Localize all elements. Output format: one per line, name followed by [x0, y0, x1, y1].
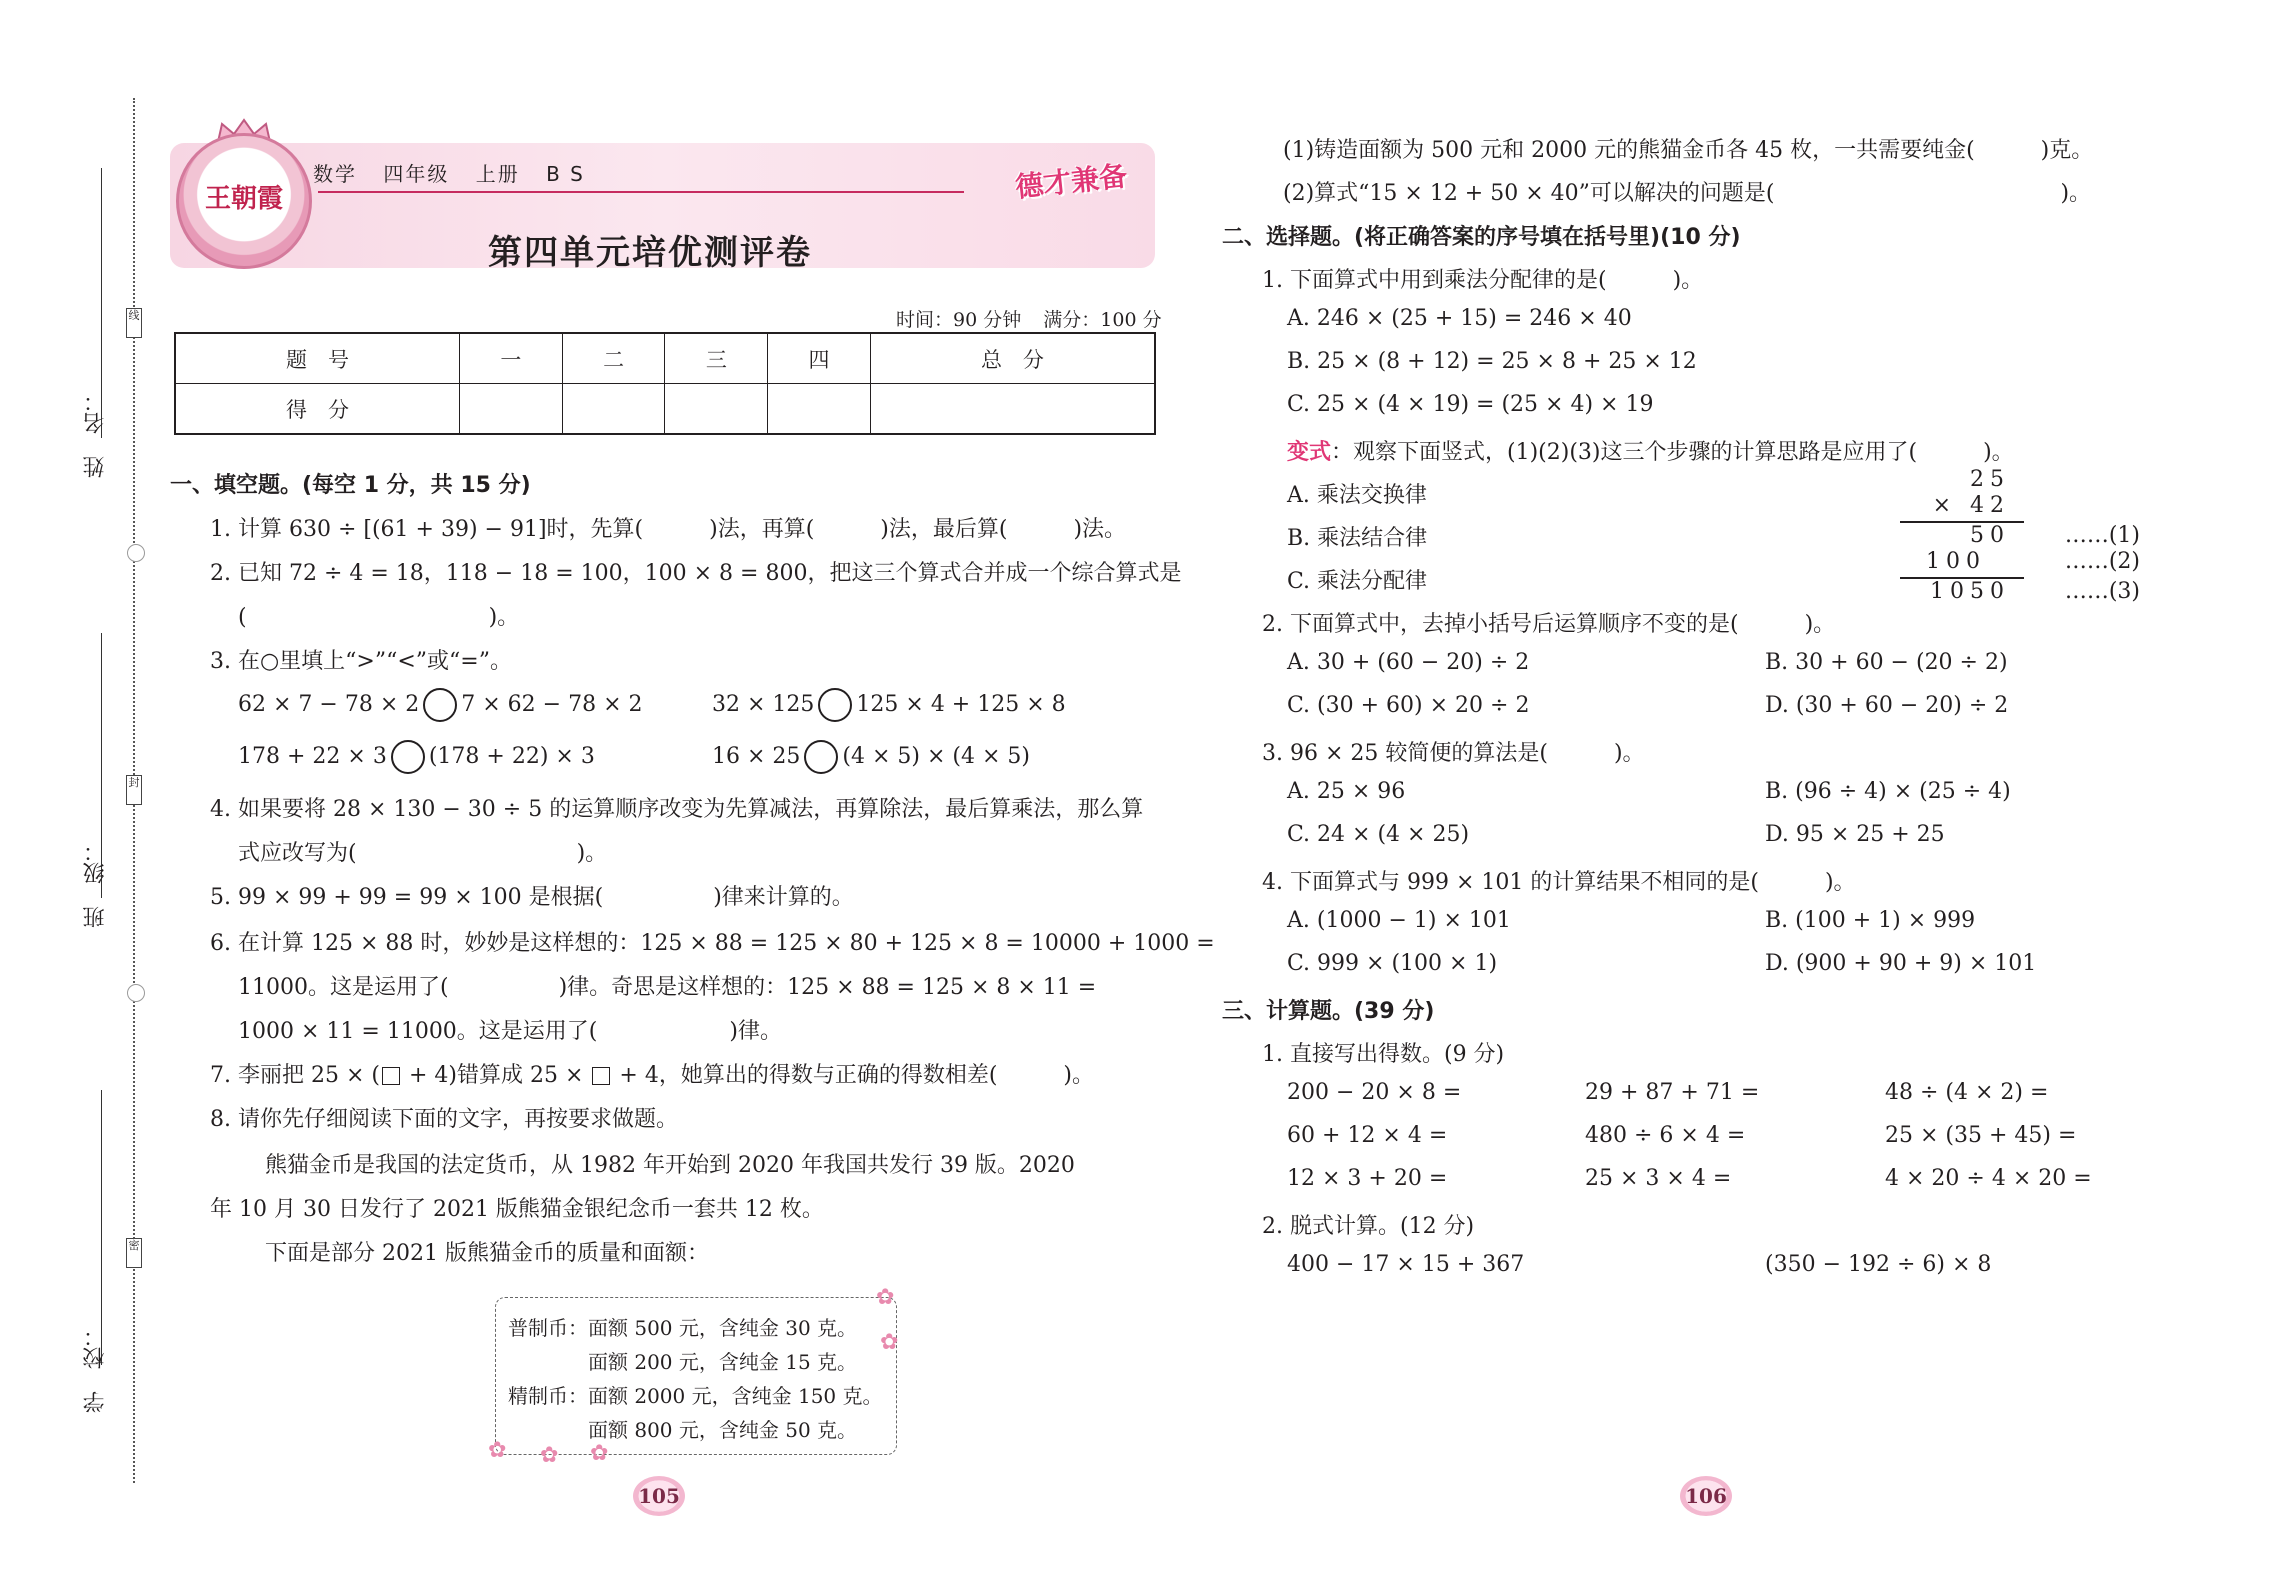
compare-circle[interactable]: [423, 688, 457, 722]
fill-q2-line2: ( )。: [238, 605, 520, 630]
oral-calc-item: 4 × 20 ÷ 4 × 20 =: [1885, 1166, 2092, 1191]
choice-q4-option: C. 999 × (100 × 1): [1287, 951, 1498, 976]
variant-question: 变式：观察下面竖式，(1)(2)(3)这三个步骤的计算思路是应用了( )。: [1287, 440, 2014, 465]
choice-q3: 3. 96 × 25 较简便的算法是( )。: [1262, 741, 1645, 766]
variant-option: C. 乘法分配律: [1287, 569, 1428, 594]
part3-heading: 三、计算题。(39 分): [1222, 999, 1435, 1024]
blank-box: [382, 1067, 400, 1085]
fill-q1: 1. 计算 630 ÷ [(61 + 39) − 91]时，先算( )法，再算( )法，最后算( )法。: [210, 517, 1127, 542]
score-header-cell: 题 号: [175, 333, 460, 384]
time-limit: 时间：90 分钟: [896, 309, 1022, 331]
vertical-calculation: [1900, 467, 2140, 607]
score-header-cell: 总 分: [870, 333, 1155, 384]
compare-item: 16 × 25 (4 × 5) × (4 × 5): [712, 740, 1030, 774]
choice-q2: 2. 下面算式中，去掉小括号后运算顺序不变的是( )。: [1262, 612, 1836, 637]
score-cell[interactable]: [665, 384, 768, 435]
volume: 上册: [475, 162, 520, 186]
flower-icon: ✿: [876, 1285, 895, 1310]
score-header-cell: 三: [665, 333, 768, 384]
seal-box-seal: 封: [126, 775, 142, 805]
q8-sub2: (2)算式“15 × 12 + 50 × 40”可以解决的问题是( )。: [1283, 181, 2092, 206]
school-label: 学 校：: [83, 1325, 108, 1413]
step-calc-item: (350 − 192 ÷ 6) × 8: [1765, 1252, 1992, 1277]
compare-circle[interactable]: [818, 688, 852, 722]
score-cell[interactable]: [870, 384, 1155, 435]
vc-result: 1050: [1930, 579, 2010, 604]
vc-multiplier: × 42: [1932, 493, 2010, 518]
part1-heading: 一、填空题。(每空 1 分，共 15 分): [170, 473, 531, 498]
choice-q4-option: B. (100 + 1) × 999: [1765, 908, 1976, 933]
oral-calc-item: 60 + 12 × 4 =: [1287, 1123, 1448, 1148]
class-label: 班 级：: [83, 840, 108, 928]
oral-calc-item: 25 × (35 + 45) =: [1885, 1123, 2077, 1148]
brand-logo: [176, 133, 312, 269]
oral-calc-item: 200 − 20 × 8 =: [1287, 1080, 1462, 1105]
step-calc-item: 400 − 17 × 15 + 367: [1287, 1252, 1525, 1277]
choice-q3-option: D. 95 × 25 + 25: [1765, 822, 1945, 847]
choice-q4-option: D. (900 + 90 + 9) × 101: [1765, 951, 2037, 976]
logo-text: 王朝霞: [204, 184, 283, 214]
page-number-right: 106: [1680, 1476, 1732, 1516]
score-header-cell: 二: [562, 333, 665, 384]
fill-q4-line2: 式应改写为( )。: [238, 841, 608, 866]
flower-icon: ✿: [590, 1441, 609, 1466]
flower-icon: ✿: [488, 1438, 507, 1463]
fill-q5: 5. 99 × 99 + 99 = 99 × 100 是根据( )律来计算的。: [210, 885, 854, 910]
variant-option: A. 乘法交换律: [1287, 483, 1427, 508]
choice-q3-option: A. 25 × 96: [1287, 779, 1406, 804]
oral-calc-item: 480 ÷ 6 × 4 =: [1585, 1123, 1746, 1148]
score-header-cell: 四: [768, 333, 871, 384]
fill-q8: 8. 请你先仔细阅读下面的文字，再按要求做题。: [210, 1107, 678, 1132]
score-table-header-row: [175, 333, 1155, 384]
calc-q1: 1. 直接写出得数。(9 分): [1262, 1042, 1505, 1067]
paper-title: 第四单元培优测评卷: [488, 233, 812, 273]
choice-q4: 4. 下面算式与 999 × 101 的计算结果不相同的是( )。: [1262, 870, 1856, 895]
score-header-cell: 一: [460, 333, 563, 384]
fill-q3: 3. 在○里填上“>”“<”或“=”。: [210, 649, 512, 674]
q8-passage-line3: 下面是部分 2021 版熊猫金币的质量和面额：: [265, 1241, 709, 1266]
choice-q2-option: A. 30 + (60 − 20) ÷ 2: [1287, 650, 1530, 675]
blank-box: [592, 1067, 610, 1085]
time-info: [880, 305, 1162, 332]
variant-option: B. 乘法结合律: [1287, 526, 1428, 551]
oral-calc-item: 48 ÷ (4 × 2) =: [1885, 1080, 2049, 1105]
fill-q6-line2: 11000。这是运用了( )律。奇思是这样想的：125 × 88 = 125 × 8 × 11 =: [238, 975, 1097, 1000]
coin-line: 面额 800 元，含纯金 50 克。: [508, 1418, 858, 1442]
compare-circle[interactable]: [391, 740, 425, 774]
score-cell[interactable]: [768, 384, 871, 435]
part2-heading: 二、选择题。(将正确答案的序号填在括号里)(10 分): [1222, 225, 1741, 250]
series-info: [313, 158, 603, 187]
compare-item: 32 × 125 125 × 4 + 125 × 8: [712, 688, 1066, 722]
compare-item: 178 + 22 × 3 (178 + 22) × 3: [238, 740, 595, 774]
binding-hole-icon: [127, 544, 145, 562]
name-label: 姓 名：: [83, 390, 108, 478]
choice-q3-option: C. 24 × (4 × 25): [1287, 822, 1470, 847]
vc-step1: 50: [1970, 523, 2010, 548]
choice-q3-option: B. (96 ÷ 4) × (25 ÷ 4): [1765, 779, 2011, 804]
choice-q4-option: A. (1000 − 1) × 101: [1287, 908, 1511, 933]
seal-box-line: 线: [126, 308, 142, 338]
choice-q1: 1. 下面算式中用到乘法分配律的是( )。: [1262, 268, 1704, 293]
subject: 数学: [313, 162, 357, 186]
full-score: 满分：100 分: [1043, 309, 1162, 331]
flower-icon: ✿: [880, 1330, 899, 1355]
choice-q1-option: B. 25 × (8 + 12) = 25 × 8 + 25 × 12: [1287, 349, 1697, 374]
school-write-line[interactable]: [101, 1090, 102, 1365]
fill-q2-line1: 2. 已知 72 ÷ 4 = 18，118 − 18 = 100，100 × 8 = 800，把这三个算式合并成一个综合算式是: [210, 561, 1182, 586]
oral-calc-item: 29 + 87 + 71 =: [1585, 1080, 1760, 1105]
q8-sub1: (1)铸造面额为 500 元和 2000 元的熊猫金币各 45 枚，一共需要纯金( )克。: [1283, 138, 2094, 163]
oral-calc-item: 25 × 3 × 4 =: [1585, 1166, 1732, 1191]
fill-q6-line3: 1000 × 11 = 11000。这是运用了( )律。: [238, 1019, 782, 1044]
grade: 四年级: [383, 162, 450, 186]
score-row-label: 得 分: [175, 384, 460, 435]
q8-passage-line1: 熊猫金币是我国的法定货币，从 1982 年开始到 2020 年我国共发行 39 版。2020: [265, 1153, 1075, 1178]
choice-q2-option: D. (30 + 60 − 20) ÷ 2: [1765, 693, 2009, 718]
vc-step2: 100: [1926, 549, 1986, 574]
edition: B S: [546, 162, 585, 186]
flower-icon: ✿: [540, 1443, 559, 1468]
choice-q1-option: C. 25 × (4 × 19) = (25 × 4) × 19: [1287, 392, 1654, 417]
compare-circle[interactable]: [804, 740, 838, 774]
coin-line: 面额 200 元，含纯金 15 克。: [508, 1350, 858, 1374]
score-cell[interactable]: [460, 384, 563, 435]
vc-mark1: ……(1): [2064, 523, 2140, 548]
vc-top: 25: [1970, 467, 2010, 492]
score-cell[interactable]: [562, 384, 665, 435]
choice-q2-option: C. (30 + 60) × 20 ÷ 2: [1287, 693, 1530, 718]
tagline: 德才兼备: [1013, 159, 1129, 204]
calc-q2: 2. 脱式计算。(12 分): [1262, 1214, 1475, 1239]
vc-mark2: ……(2): [2064, 549, 2140, 574]
vc-mark3: ……(3): [2064, 579, 2140, 604]
compare-item: 62 × 7 − 78 × 2 7 × 62 − 78 × 2: [238, 688, 643, 722]
seal-box-secret: 密: [126, 1238, 142, 1268]
choice-q2-option: B. 30 + 60 − (20 ÷ 2): [1765, 650, 2008, 675]
choice-q1-option: A. 246 × (25 + 15) = 246 × 40: [1287, 306, 1632, 331]
fill-q4-line1: 4. 如果要将 28 × 130 − 30 ÷ 5 的运算顺序改变为先算减法，再算除法，最后算乘法，那么算: [210, 797, 1144, 822]
coin-line: 普制币：面额 500 元，含纯金 30 克。: [508, 1316, 858, 1340]
page-number-left: 105: [633, 1476, 685, 1516]
fill-q7: 7. 李丽把 25 × ( + 4)错算成 25 × + 4，她算出的得数与正确的得数相差( )。: [210, 1063, 1094, 1088]
score-table: [174, 332, 1156, 435]
variant-tag: 变式: [1287, 440, 1332, 465]
fill-q6-line1: 6. 在计算 125 × 88 时，妙妙是这样想的：125 × 88 = 125 × 80 + 125 × 8 = 10000 + 1000 =: [210, 931, 1215, 956]
coin-line: 精制币：面额 2000 元，含纯金 150 克。: [508, 1384, 883, 1408]
q8-passage-line2: 年 10 月 30 日发行了 2021 版熊猫金银纪念币一套共 12 枚。: [210, 1197, 824, 1222]
oral-calc-item: 12 × 3 + 20 =: [1287, 1166, 1448, 1191]
title-underline: [318, 191, 964, 193]
score-table-score-row: [175, 384, 1155, 435]
binding-hole-icon: [127, 984, 145, 1002]
coin-info-box: [495, 1297, 897, 1455]
